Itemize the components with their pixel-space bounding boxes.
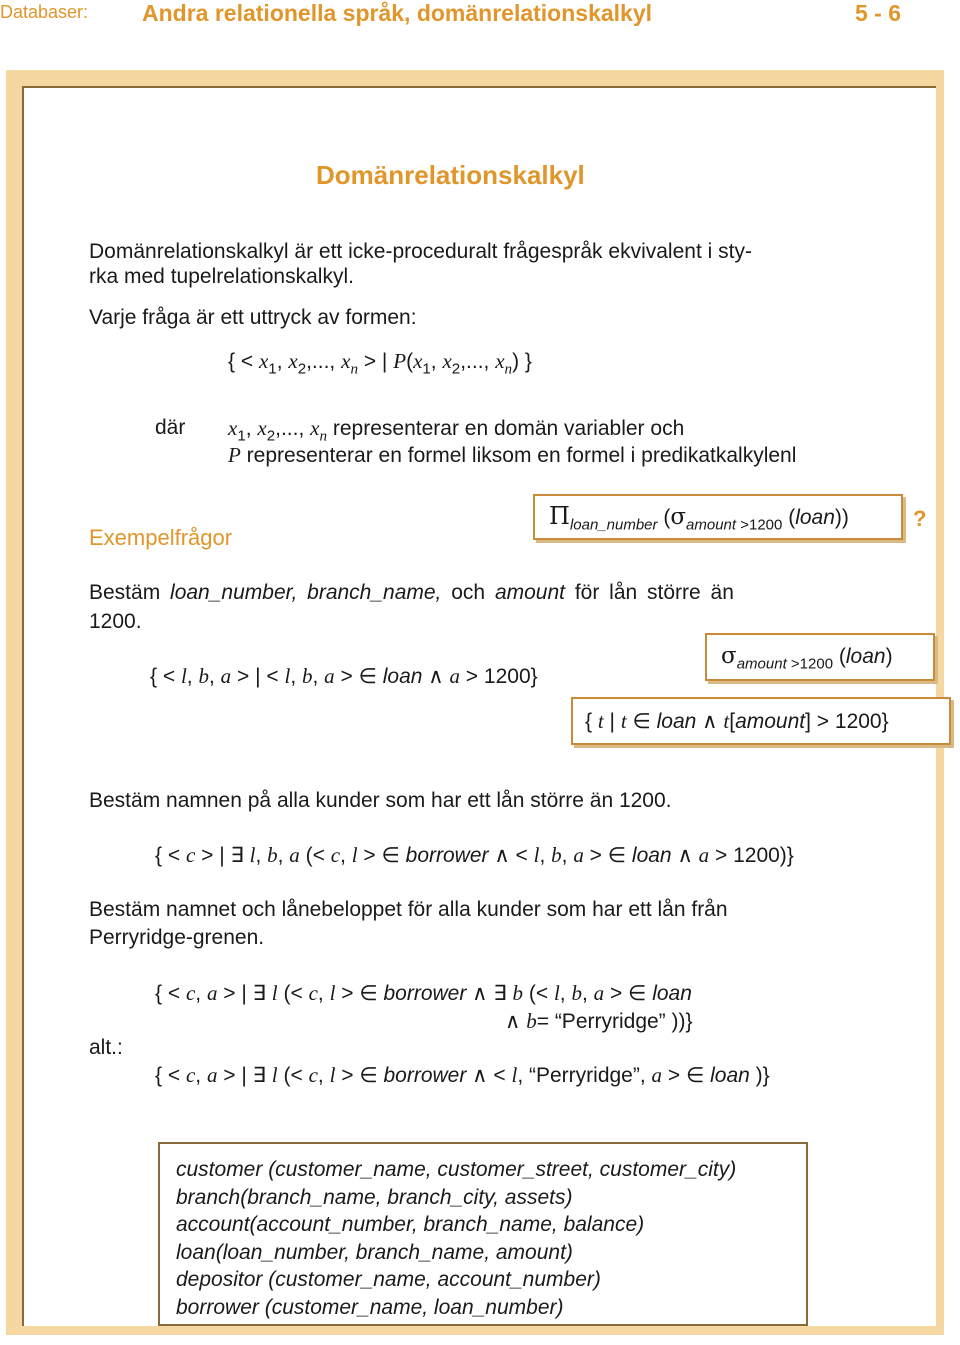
- intro-line-2: rka med tupelrelationskalkyl.: [89, 265, 354, 288]
- q2-text: Bestäm namnen på alla kunder som har ett lån större än 1200.: [89, 789, 672, 812]
- q3-line-1: Bestäm namnet och lånebeloppet för alla kunder som har ett lån från: [89, 898, 728, 921]
- schema-line: customer (customer_name, customer_street, customer_city): [176, 1158, 737, 1181]
- header-title: Andra relationella språk, domänrelationskalkyl: [142, 0, 653, 26]
- q3-expression-1-line-1: { < c, a > | ∃ l (< c, l > ∈ borrower ∧ ∃ b (< l, b, a > ∈ loan: [155, 981, 692, 1005]
- algebra-box-2: [705, 633, 935, 681]
- algebra-expression-1: $\Pi_{loan\_number}$ ($\sigma_{amount}$ $_{>1200}$ (loan)): [549, 502, 849, 534]
- alt-label: alt.:: [89, 1036, 123, 1059]
- intro-line-3: Varje fråga är ett uttryck av formen:: [89, 306, 417, 329]
- q3-expression-1-line-2: ∧ b= “Perryridge” ))}: [505, 1009, 693, 1033]
- algebra-expression-2: $\sigma_{amount}$ $_{>1200}$ (loan): [721, 643, 893, 673]
- schema-line: branch(branch_name, branch_city, assets): [176, 1185, 573, 1209]
- form-expression: { < $x_1$, $x_2$,..., $x_n$ > | $P(x_1$, $x_2$,..., $x_n$) }: [228, 349, 532, 378]
- algebra-box-1: [533, 494, 903, 540]
- q2-expression: { < c > | ∃ l, b, a (< c, l > ∈ borrower ∧ < l, b, a > ∈ loan ∧ a > 1200)}: [155, 843, 794, 867]
- question-mark: ?: [913, 506, 927, 531]
- where-line-1: $x_1$, $x_2$,..., $x_n$ representerar en domän variabler och: [228, 416, 685, 445]
- page-number: 5 - 6: [855, 0, 902, 26]
- q3-line-2: Perryridge-grenen.: [89, 926, 265, 949]
- where-line-2: P representerar en formel liksom en formel i predikatkalkylenl: [228, 443, 797, 467]
- schema-line: depositor (customer_name, account_number): [176, 1268, 601, 1291]
- q1-expression: { < l, b, a > | < l, b, a > ∈ loan ∧ a > 1200}: [150, 664, 538, 688]
- schema-box: [158, 1142, 808, 1326]
- header-label: Databaser:: [0, 2, 89, 22]
- section-title: Domänrelationskalkyl: [316, 160, 585, 190]
- examples-label: Exempelfrågor: [89, 525, 233, 550]
- q1-line-2: 1200.: [89, 610, 142, 633]
- q3-expression-2: { < c, a > | ∃ l (< c, l > ∈ borrower ∧ < l, “Perryridge”, a > ∈ loan )}: [155, 1063, 770, 1087]
- schema-line: account(account_number, branch_name, balance): [176, 1213, 645, 1236]
- schema-line: loan(loan_number, branch_name, amount): [176, 1240, 573, 1264]
- intro-line-1: Domänrelationskalkyl är ett icke-proceduralt frågespråk ekvivalent i sty-: [89, 240, 752, 263]
- tuple-expression: { t | t ∈ loan ∧ t[amount] > 1200}: [585, 709, 889, 733]
- q1-line-1: Bestäm loan_number, branch_name, och amount för lån större än: [89, 581, 734, 604]
- where-label: där: [155, 416, 186, 439]
- schema-list: [176, 1156, 736, 1321]
- schema-line: borrower (customer_name, loan_number): [176, 1295, 564, 1319]
- tuple-calculus-box: [571, 697, 951, 745]
